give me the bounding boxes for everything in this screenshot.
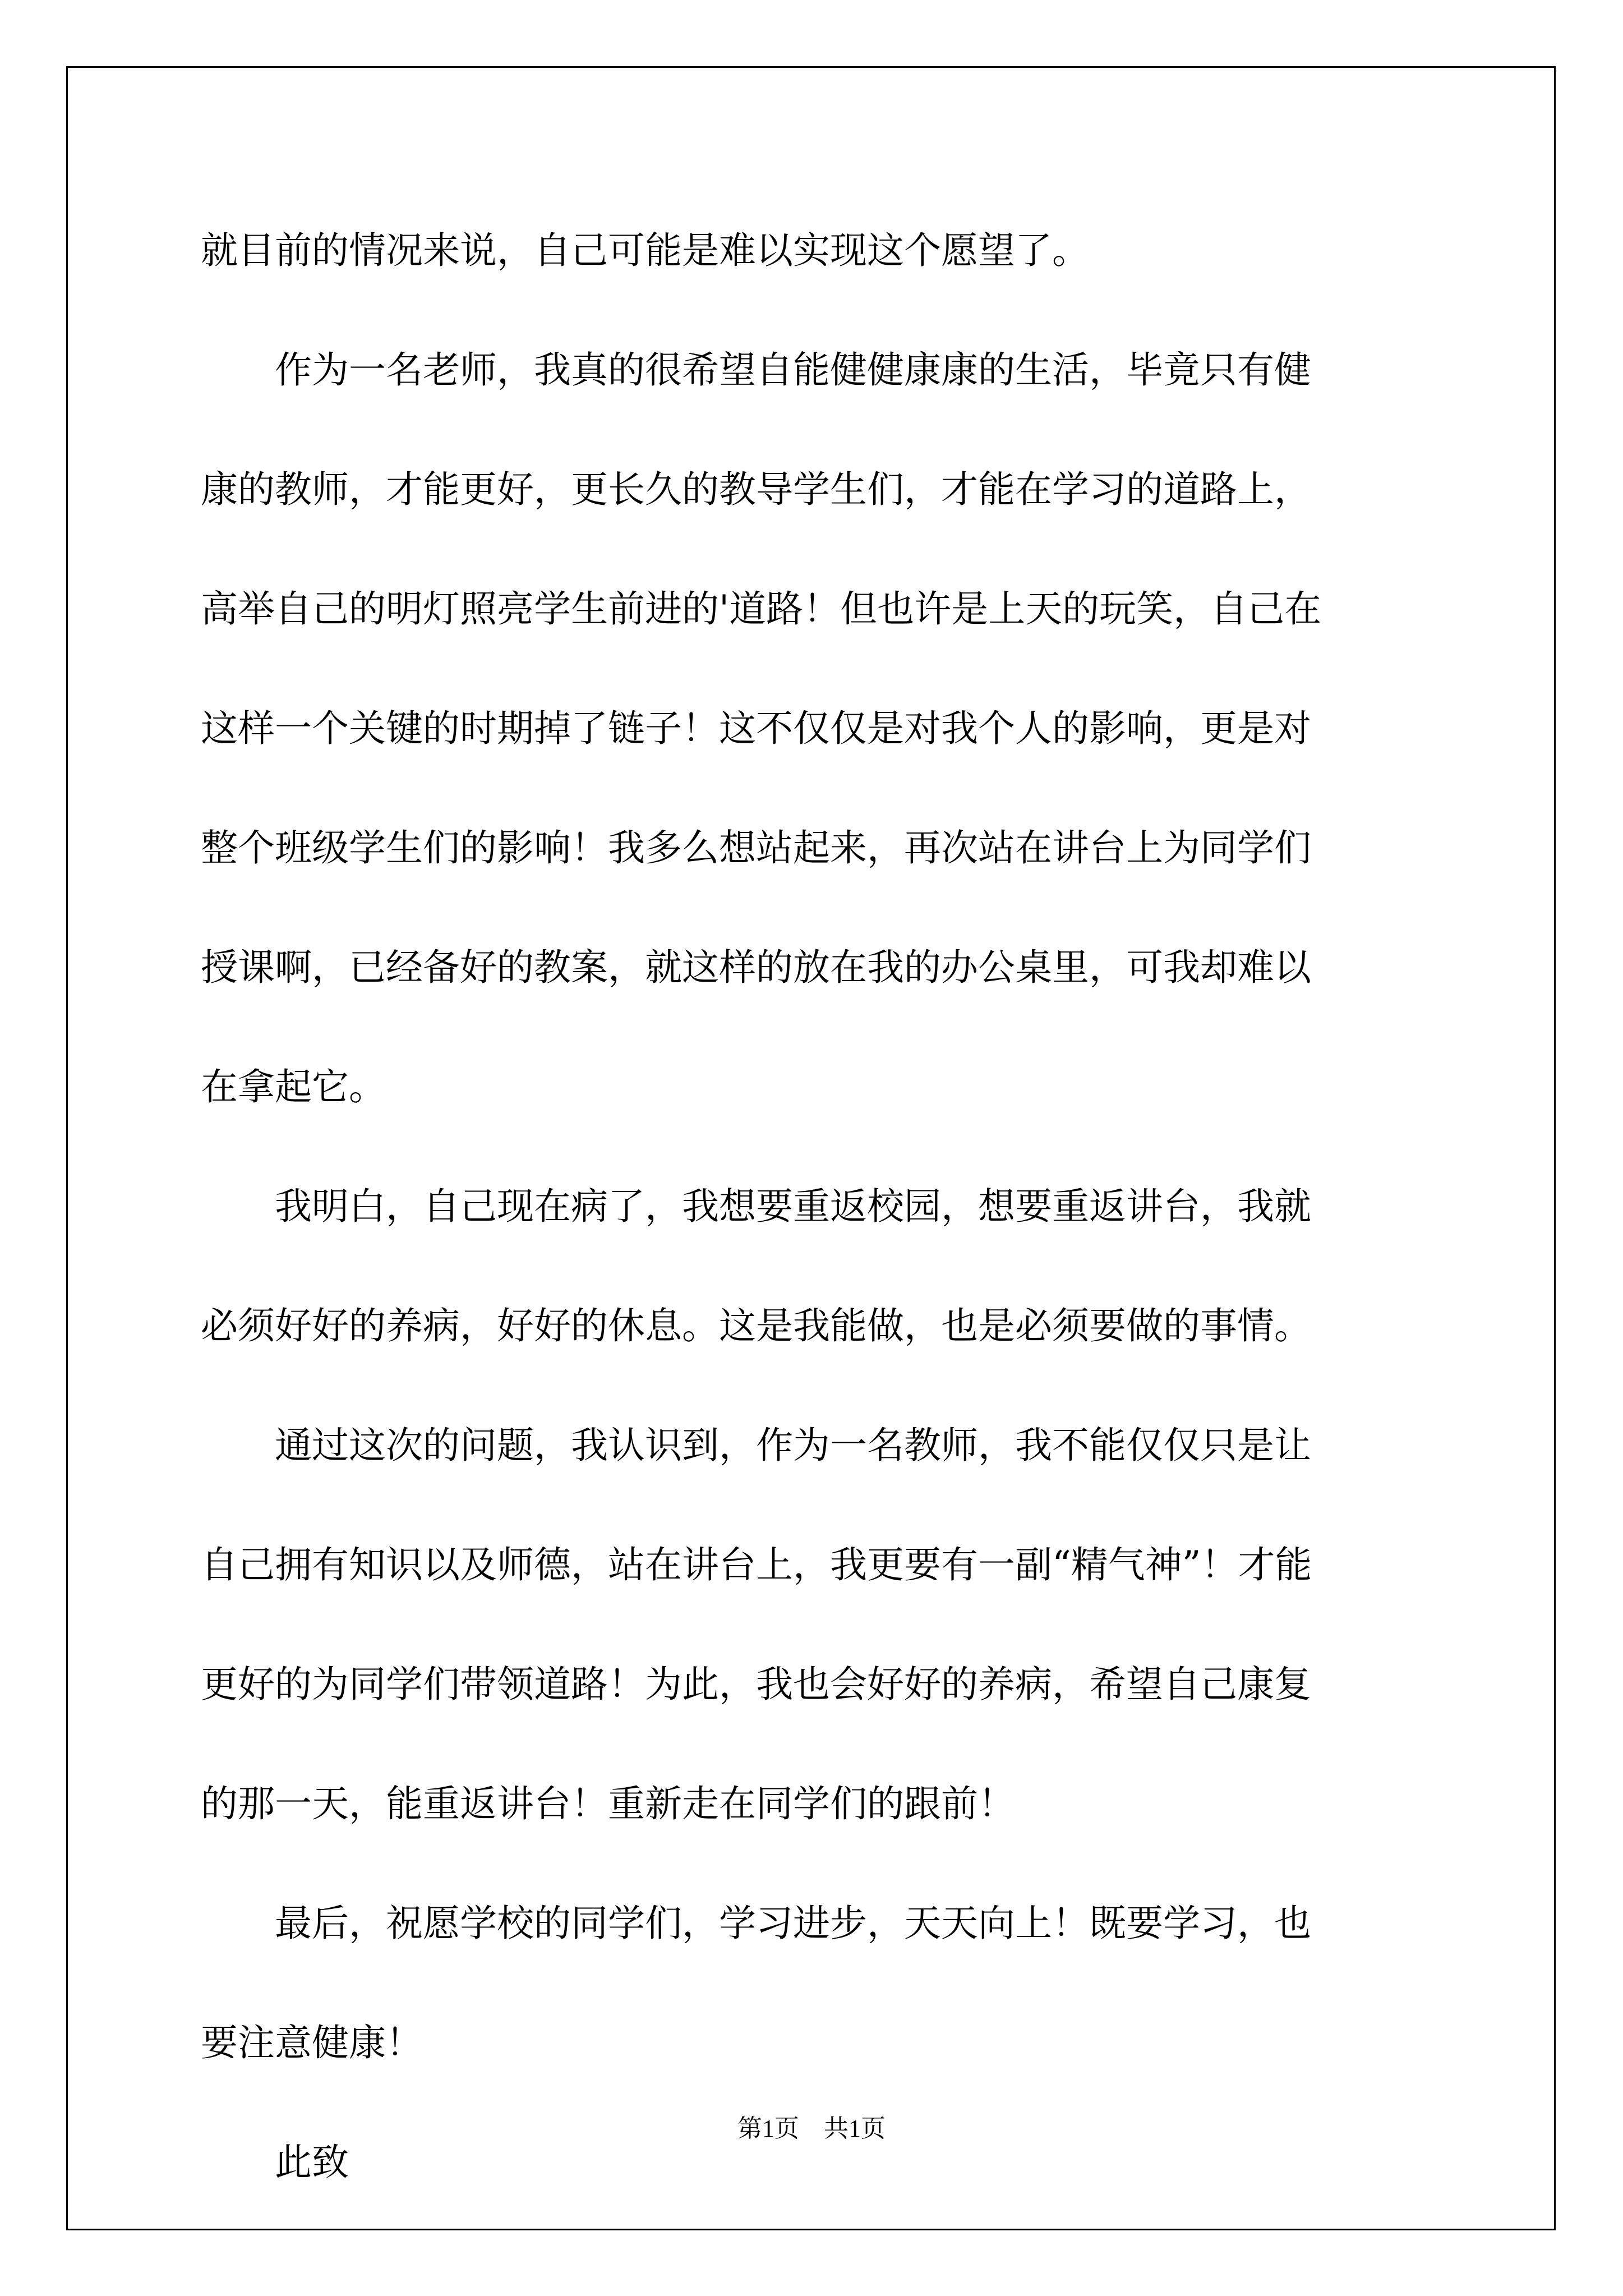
text-line: 作为一名老师，我真的很希望自能健健康康的生活，毕竟只有健 (201, 348, 1311, 392)
text-line: 授课啊，已经备好的教案，就这样的放在我的办公桌里，可我却难以 (201, 946, 1311, 989)
text-line: 最后，祝愿学校的同学们，学习进步，天天向上！既要学习，也 (201, 1902, 1311, 1945)
text-line: 康的教师，才能更好，更长久的教导学生们，才能在学习的道路上， (201, 468, 1311, 511)
text-line: 要注意健康！ (201, 2021, 423, 2064)
text-line: 这样一个关键的时期掉了链子！这不仅仅是对我个人的影响，更是对 (201, 707, 1311, 750)
text-line: 整个班级学生们的影响！我多么想站起来，再次站在讲台上为同学们 (201, 826, 1311, 869)
text-line: 必须好好的养病，好好的休息。这是我能做，也是必须要做的事情。 (201, 1304, 1311, 1347)
text-line: 更好的为同学们带领道路！为此，我也会好好的养病，希望自己康复 (201, 1663, 1311, 1706)
page-number-footer: 第1页 共1页 (737, 2115, 886, 2142)
text-line: 通过这次的问题，我认识到，作为一名教师，我不能仅仅只是让 (201, 1424, 1311, 1467)
text-line: 就目前的情况来说，自己可能是难以实现这个愿望了。 (201, 229, 1089, 272)
text-line: 高举自己的明灯照亮学生前进的'道路！但也许是上天的玩笑，自己在 (201, 587, 1322, 631)
text-line: 的那一天，能重返讲台！重新走在同学们的跟前！ (201, 1782, 1015, 1825)
text-line: 自己拥有知识以及师德，站在讲台上，我更要有一副“精气神”！才能 (201, 1543, 1312, 1586)
document-body (201, 191, 1432, 2222)
text-line: 此致 (201, 2141, 349, 2184)
text-line: 在拿起它。 (201, 1065, 386, 1108)
text-line: 我明白，自己现在病了，我想要重返校园，想要重返讲台，我就 (201, 1185, 1311, 1228)
